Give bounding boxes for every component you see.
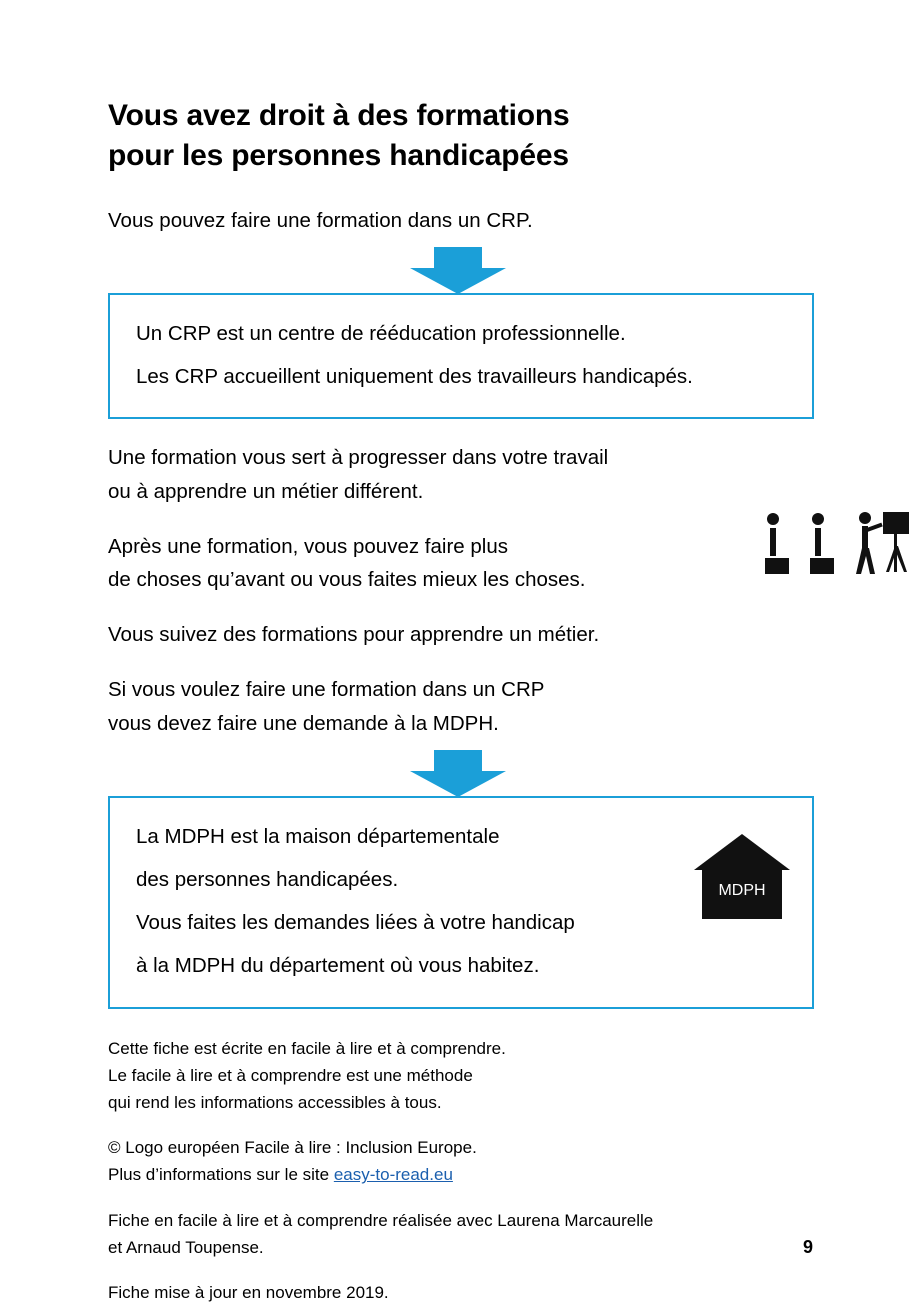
paragraph-formation-progresser: [108, 441, 814, 507]
callout-crp-line-1: Un CRP est un centre de rééducation professionnelle.: [136, 321, 626, 345]
page-title-line-1: Vous avez droit à des formations: [108, 99, 570, 132]
page-content: [108, 96, 814, 1306]
paragraph-line: Une formation vous sert à progresser dans votre travail: [108, 446, 609, 470]
paragraph-suivre-formations: [108, 618, 814, 651]
note-logo-credit: [108, 1134, 814, 1188]
callout-mdph-line-3: Vous faites les demandes liées à votre handicap: [136, 911, 575, 935]
callout-crp-line-2: Les CRP accueillent uniquement des travailleurs handicapés.: [136, 365, 693, 389]
note-update-date: [108, 1279, 814, 1306]
footer-notes: [108, 1035, 814, 1306]
paragraph-apres-formation: [108, 530, 814, 596]
page-number: 9: [802, 1237, 813, 1257]
paragraph-demande-mdph: [108, 673, 814, 739]
paragraph-line: Après une formation, vous pouvez faire plus: [108, 534, 508, 558]
note-line: Fiche en facile à lire et à comprendre réalisée avec Laurena Marcaurelle: [108, 1210, 654, 1230]
note-line: Fiche mise à jour en novembre 2019.: [108, 1282, 389, 1302]
callout-mdph-line-2: des personnes handicapées.: [136, 868, 399, 892]
paragraph-line: Si vous voulez faire une formation dans un CRP: [108, 678, 545, 702]
note-authors: [108, 1207, 814, 1261]
note-line: et Arnaud Toupense.: [108, 1237, 264, 1257]
note-line: Le facile à lire et à comprendre est une méthode: [108, 1065, 473, 1085]
arrow-down-icon: [410, 750, 506, 796]
house-mdph-icon-label: MDPH: [718, 881, 766, 899]
callout-mdph-box: [108, 796, 814, 1009]
page-title: [108, 96, 814, 176]
paragraph-line: vous devez faire une demande à la MDPH.: [108, 711, 499, 735]
note-line: Cette fiche est écrite en facile à lire et à comprendre.: [108, 1038, 506, 1058]
callout-mdph-line-4: à la MDPH du département où vous habitez.: [136, 954, 540, 978]
easy-to-read-link[interactable]: easy-to-read.eu: [333, 1165, 453, 1185]
paragraph-line: ou à apprendre un métier différent.: [108, 479, 424, 503]
note-falc-method: [108, 1035, 814, 1117]
classroom-training-icon: [761, 512, 911, 580]
callout-mdph-line-1: La MDPH est la maison départementale: [136, 824, 500, 848]
note-line-text: Plus d’informations sur le site: [108, 1165, 334, 1185]
callout-crp-box: [108, 293, 814, 419]
page-title-line-2: pour les personnes handicapées: [108, 138, 569, 172]
paragraph-line: de choses qu’avant ou vous faites mieux les choses.: [108, 568, 586, 591]
house-mdph-icon: [694, 834, 790, 920]
paragraph-line: Vous suivez des formations pour apprendre un métier.: [108, 623, 600, 647]
note-line: © Logo européen Facile à lire : Inclusion Europe.: [108, 1138, 477, 1158]
note-line-with-link: [108, 1161, 814, 1188]
callout-mdph: [108, 750, 814, 1009]
arrow-down-icon: [410, 247, 506, 293]
note-line: qui rend les informations accessibles à tous.: [108, 1093, 442, 1112]
callout-crp: [108, 247, 814, 419]
intro-paragraph: Vous pouvez faire une formation dans un CRP.: [108, 208, 533, 232]
